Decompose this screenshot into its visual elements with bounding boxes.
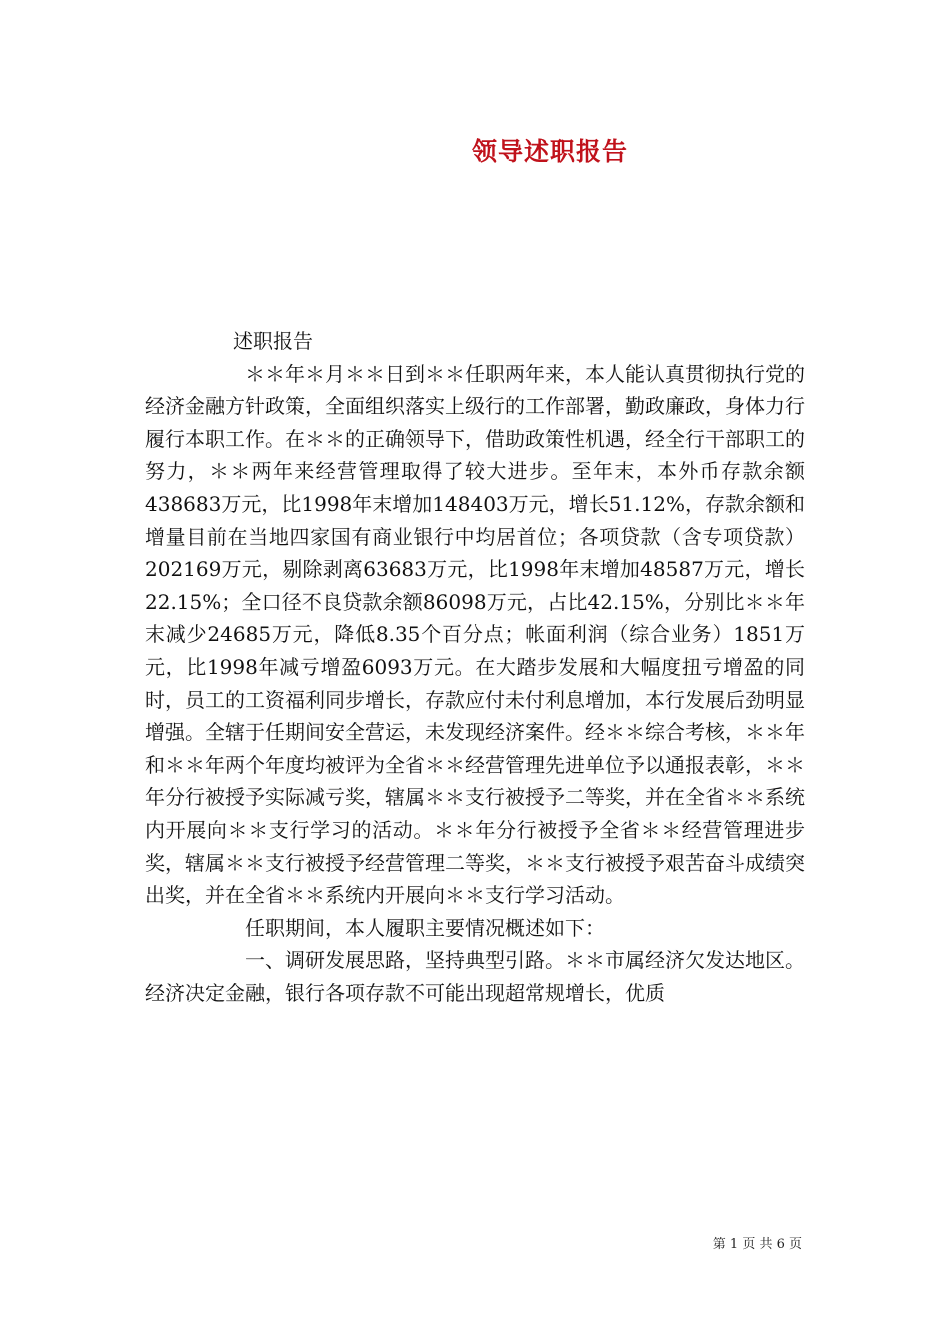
paragraph-section-one: 一、调研发展思路，坚持典型引路。＊＊市属经济欠发达地区。经济决定金融，银行各项存款不可能出现超常规增长，优质 bbox=[145, 948, 805, 1005]
document-subtitle: 述职报告 bbox=[233, 329, 313, 353]
paragraph-overview-intro: 任职期间，本人履职主要情况概述如下： bbox=[245, 915, 605, 940]
paragraph-summary: ＊＊年＊月＊＊日到＊＊任职两年来，本人能认真贯彻执行党的经济金融方针政策，全面组织落实上级行的工作部署，勤政廉政，身体力行履行本职工作。在＊＊的正确领导下，借助政策性机遇，经全行干部职工的努力，＊＊两年来经营管理取得了较大进步。至年末，本外币存款余额438683万元，比1998年末增加148403万元，增长51.12%，存款余额和增量目前在当地四家国有商业银行中均居首位；各项贷款（含专项贷款）202169万元，剔除剥离63683万元，比1998年末增加48587万元，增长22.15%；全口径不良贷款余额86098万元，占比42.15%，分别比＊＊年末减少24685万元，降低8.35个百分点；帐面利润（综合业务）1851万元，比1998年减亏增盈6093万元。在大踏步发展和大幅度扭亏增盈的同时，员工的工资福利同步增长，存款应付未付利息增加，本行发展后劲明显增强。全辖于任期间安全营运，未发现经济案件。经＊＊综合考核，＊＊年和＊＊年两个年度均被评为全省＊＊经营管理先进单位予以通报表彰，＊＊年分行被授予实际减亏奖，辖属＊＊支行被授予二等奖，并在全省＊＊系统内开展向＊＊支行学习的活动。＊＊年分行被授予全省＊＊经营管理进步奖，辖属＊＊支行被授予经营管理二等奖，＊＊支行被授予艰苦奋斗成绩突出奖，并在全省＊＊系统内开展向＊＊支行学习活动。 bbox=[145, 361, 805, 908]
document-title: 领导述职报告 bbox=[471, 137, 628, 166]
document-body bbox=[145, 325, 805, 1009]
page-number: 第 1 页 共 6 页 bbox=[712, 1237, 802, 1252]
